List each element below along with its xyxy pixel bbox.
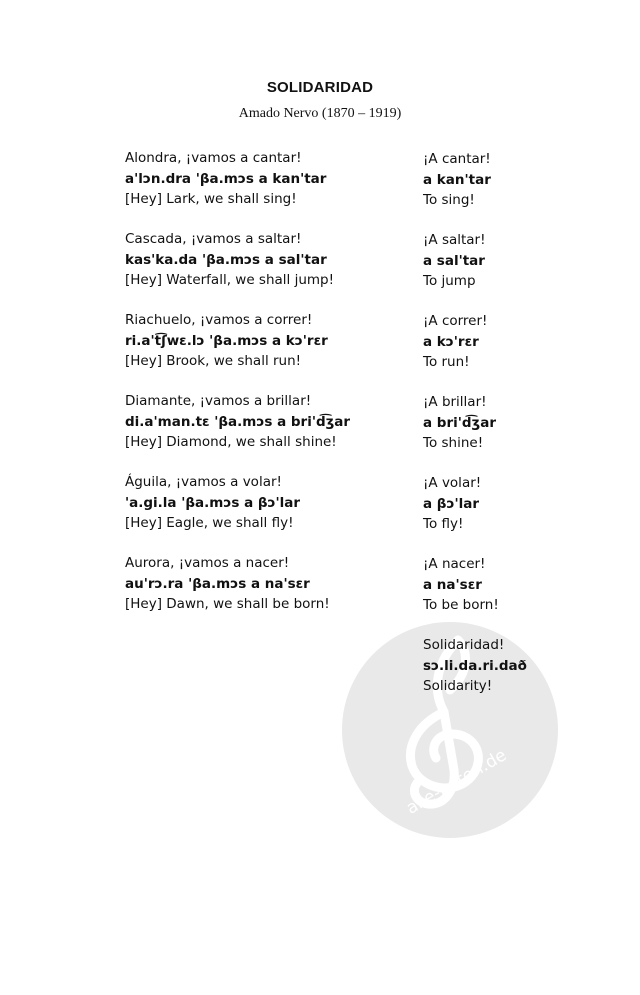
english-line: To fly! [423,516,464,532]
ipa-line: kas'ka.da 'βa.mɔs a sal'tar [125,251,327,268]
spanish-line: ¡A saltar! [423,232,486,248]
poem-title: SOLIDARIDAD [266,79,374,96]
english-line: [Hey] Waterfall, we shall jump! [125,272,335,288]
stanza-left [125,310,395,391]
ipa-line: a na'sɛr [423,576,482,593]
english-line: [Hey] Lark, we shall sing! [125,191,297,207]
english-line: [Hey] Brook, we shall run! [125,353,302,369]
refrain [423,635,527,697]
stanza-left [125,148,395,229]
watermark-text: alle-noten.de [402,745,511,819]
ipa-line: sɔ.li.da.ri.dað [423,657,527,674]
english-line: [Hey] Eagle, we shall fly! [125,515,294,531]
spanish-line: Cascada, ¡vamos a saltar! [125,231,302,247]
right-column [423,149,543,635]
english-line: To run! [423,354,470,370]
stanza-left [125,472,395,553]
english-line: [Hey] Dawn, we shall be born! [125,596,330,612]
spanish-line: Aurora, ¡vamos a nacer! [125,555,290,571]
spanish-line: ¡A correr! [423,313,488,329]
poem-author: Amado Nervo (1870 – 1919) [238,106,402,121]
ipa-line: a kɔ'rɛr [423,333,479,350]
ipa-line: ri.a't͡ʃwɛ.lɔ 'βa.mɔs a kɔ'rɛr [125,332,328,349]
ipa-line: a'lɔn.dra 'βa.mɔs a kan'tar [125,170,327,187]
ipa-line: di.a'man.tɛ 'βa.mɔs a bri'd͡ʒar [125,413,351,430]
left-column [125,148,395,634]
english-line: Solidarity! [423,678,493,694]
ipa-line: a kan'tar [423,171,491,188]
stanza-right [423,230,543,311]
spanish-line: Solidaridad! [423,637,505,653]
stanza-right [423,311,543,392]
spanish-line: Riachuelo, ¡vamos a correr! [125,312,313,328]
ipa-line: au'rɔ.ra 'βa.mɔs a na'sɛr [125,575,310,592]
english-line: [Hey] Diamond, we shall shine! [125,434,337,450]
english-line: To shine! [423,435,484,451]
stanza-right [423,149,543,230]
spanish-line: ¡A nacer! [423,556,486,572]
stanza-right [423,473,543,554]
spanish-line: ¡A cantar! [423,151,491,167]
spanish-line: Alondra, ¡vamos a cantar! [125,150,302,166]
ipa-line: a βɔ'lar [423,495,480,512]
ipa-line: a bri'd͡ʒar [423,414,496,431]
english-line: To be born! [423,597,499,613]
ipa-line: a sal'tar [423,252,485,269]
english-line: To sing! [423,192,475,208]
spanish-line: Águila, ¡vamos a volar! [125,474,282,490]
ipa-line: 'a.gi.la 'βa.mɔs a βɔ'lar [125,494,301,511]
stanza-right [423,392,543,473]
spanish-line: ¡A brillar! [423,394,487,410]
spanish-line: Diamante, ¡vamos a brillar! [125,393,312,409]
stanza-left [125,391,395,472]
english-line: To jump [423,273,476,289]
spanish-line: ¡A volar! [423,475,482,491]
stanza-left [125,229,395,310]
